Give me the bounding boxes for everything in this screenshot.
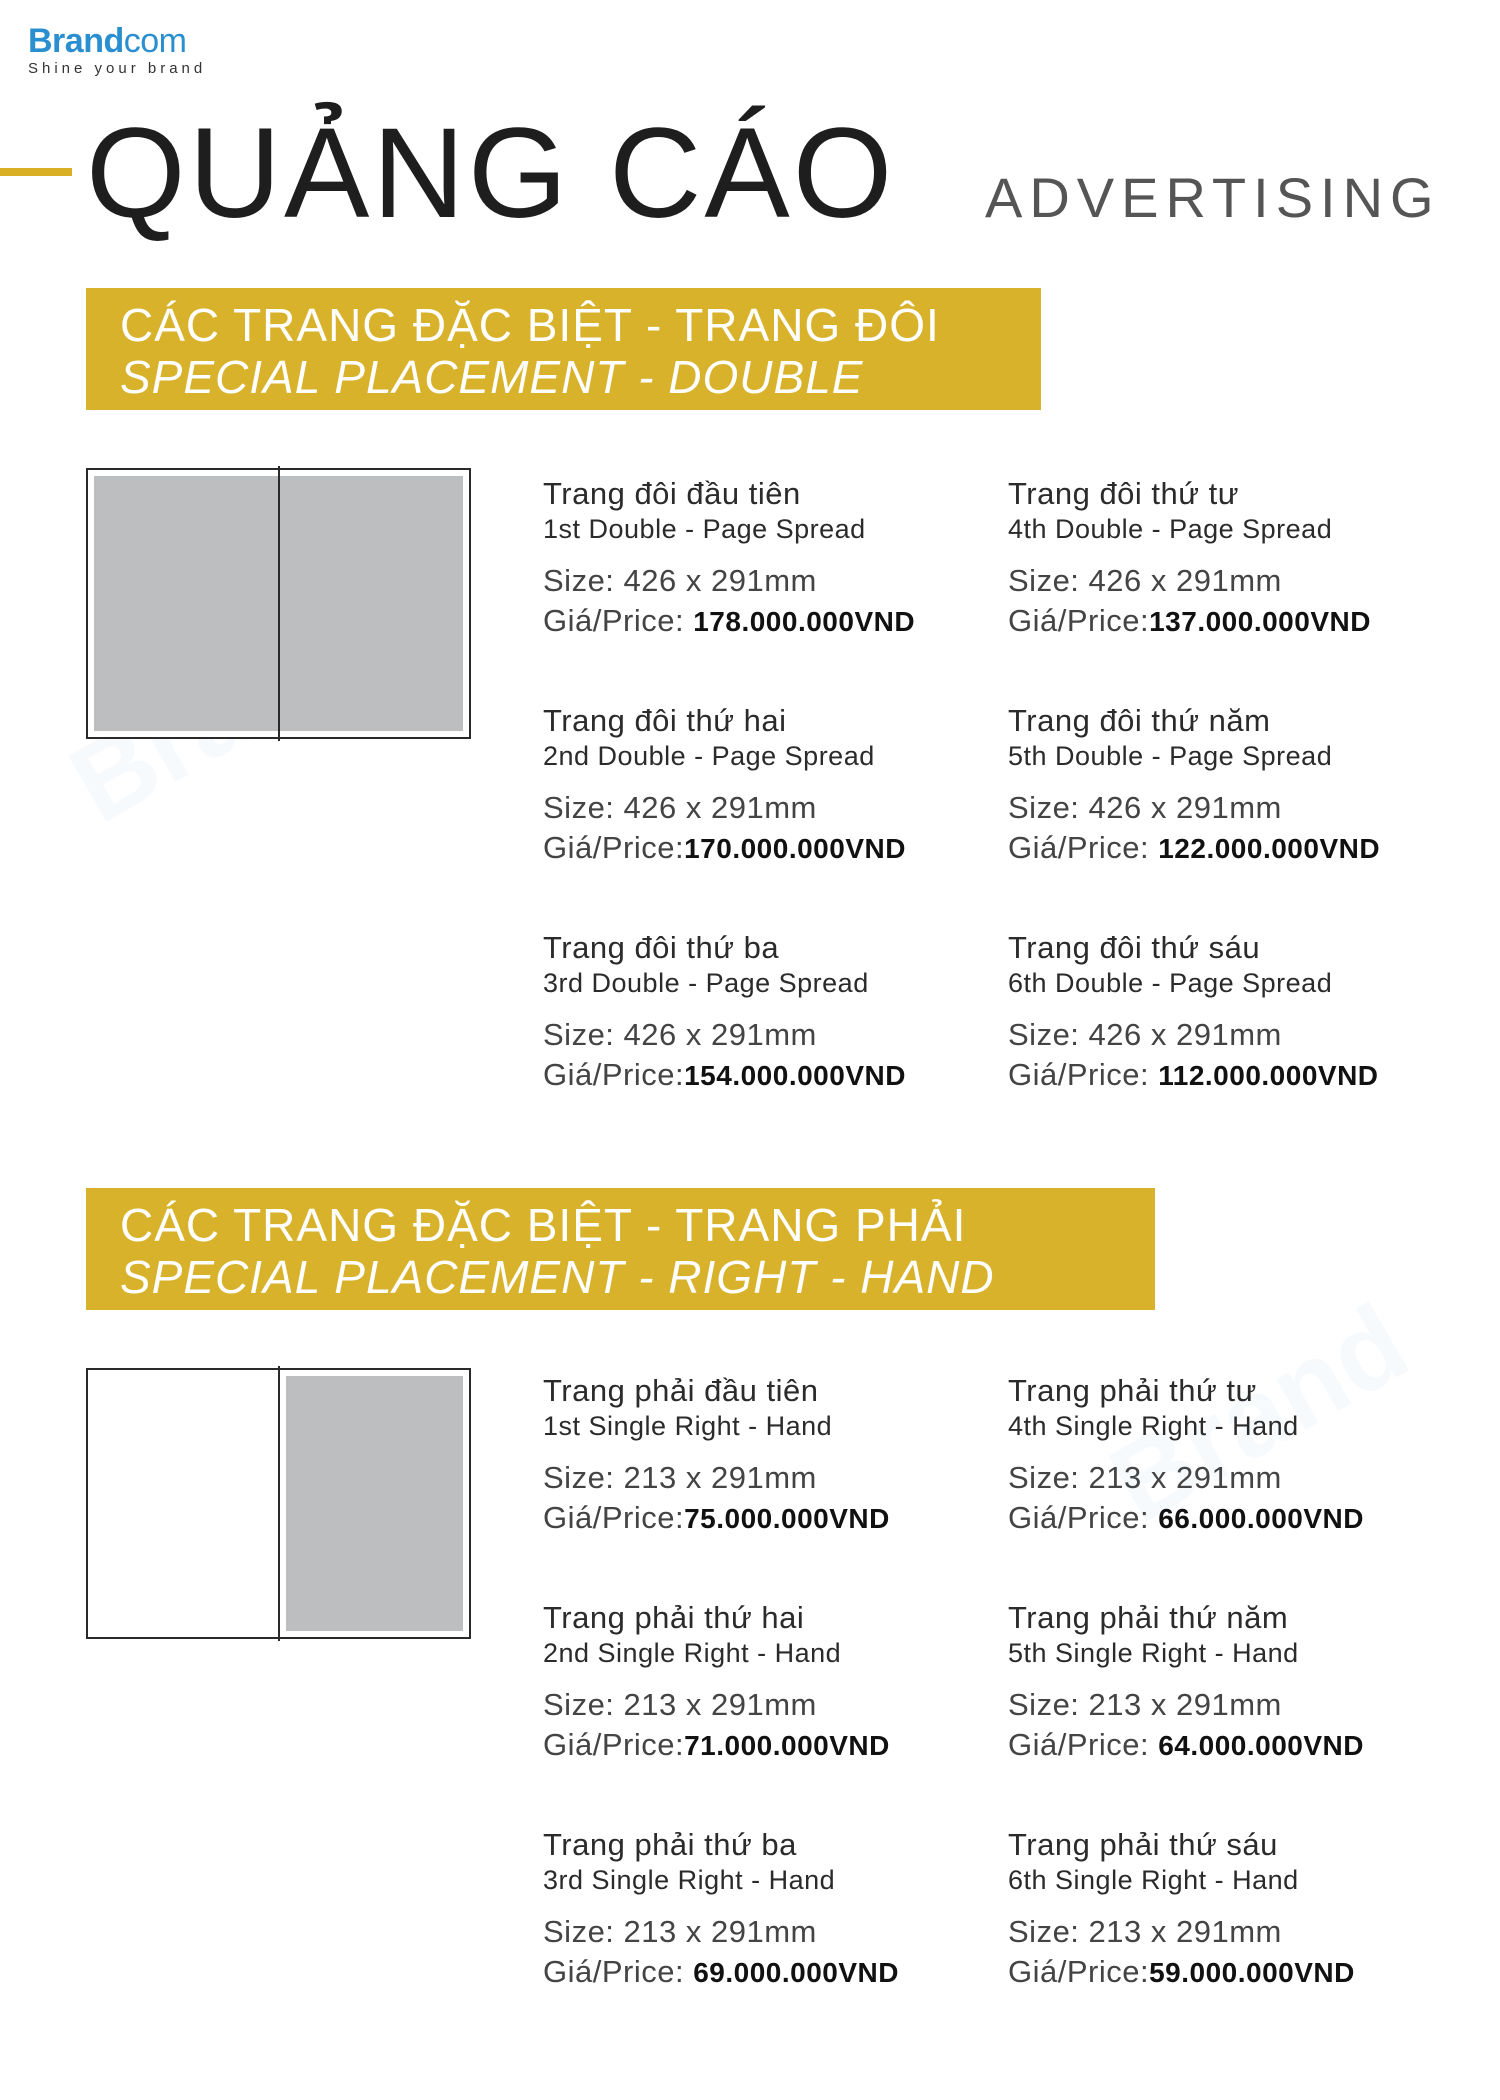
item-title-en: 1st Double - Page Spread — [543, 513, 866, 544]
item-title-en: 5th Single Right - Hand — [1008, 1637, 1299, 1668]
price-item — [1008, 1600, 1448, 1763]
banner-title-en: SPECIAL PLACEMENT - RIGHT - HAND PAGE — [120, 1250, 995, 1355]
item-title-en: 1st Single Right - Hand — [543, 1410, 833, 1441]
price-value: 59.000.000VND — [1149, 1957, 1355, 1989]
page-subtitle: ADVERTISING — [985, 166, 1441, 229]
item-title-en: 6th Double - Page Spread — [1008, 967, 1333, 998]
item-title-vn: Trang đôi thứ sáu — [1008, 930, 1261, 965]
logo-word-part2: com — [123, 22, 187, 60]
price-value: 75.000.000VND — [684, 1503, 890, 1535]
price-label: Giá/Price: — [1008, 1727, 1150, 1763]
price-item — [1008, 930, 1448, 1093]
logo-word-part1: Brand — [28, 22, 124, 60]
page-fold-line — [278, 1366, 280, 1641]
item-title-vn: Trang phải thứ tư — [1008, 1373, 1257, 1408]
item-price — [1008, 1500, 1448, 1536]
price-item — [543, 1600, 983, 1763]
price-item — [1008, 1373, 1448, 1536]
price-value: 69.000.000VND — [693, 1957, 899, 1989]
item-size: Size: 213 x 291mm — [543, 1459, 817, 1495]
price-item — [543, 1827, 983, 1990]
price-label: Giá/Price: — [543, 1727, 685, 1763]
banner-title-vn: CÁC TRANG ĐẶC BIỆT - TRANG PHẢI — [120, 1199, 967, 1251]
item-title-vn: Trang phải thứ sáu — [1008, 1827, 1278, 1862]
item-price — [1008, 1954, 1448, 1990]
item-size: Size: 426 x 291mm — [1008, 562, 1282, 598]
item-title-en: 6th Single Right - Hand — [1008, 1864, 1299, 1895]
brand-logo — [28, 24, 206, 77]
price-value: 154.000.000VND — [684, 1060, 906, 1092]
banner-title-en: SPECIAL PLACEMENT - DOUBLE PAGE — [120, 350, 864, 455]
price-value: 66.000.000VND — [1158, 1503, 1364, 1535]
ad-area-right — [286, 1376, 463, 1631]
item-price — [1008, 1727, 1448, 1763]
item-price — [543, 1057, 983, 1093]
item-title-en: 4th Double - Page Spread — [1008, 513, 1333, 544]
double-page-diagram — [86, 468, 471, 739]
logo-wordmark — [28, 24, 206, 58]
title-accent-bar — [0, 168, 72, 176]
item-size: Size: 213 x 291mm — [543, 1913, 817, 1949]
item-title-en: 2nd Double - Page Spread — [543, 740, 875, 771]
item-title-vn: Trang phải đầu tiên — [543, 1373, 819, 1408]
item-size: Size: 213 x 291mm — [1008, 1913, 1282, 1949]
price-item — [543, 930, 983, 1093]
item-size: Size: 213 x 291mm — [1008, 1459, 1282, 1495]
price-label: Giá/Price: — [543, 830, 685, 866]
item-size: Size: 426 x 291mm — [543, 789, 817, 825]
price-value: 112.000.000VND — [1158, 1060, 1379, 1092]
price-item — [1008, 476, 1448, 639]
price-label: Giá/Price: — [543, 1954, 685, 1990]
page-fold-line — [278, 466, 280, 741]
price-item — [543, 703, 983, 866]
item-size: Size: 426 x 291mm — [543, 562, 817, 598]
logo-tagline: Shine your brand — [28, 60, 207, 77]
item-price — [1008, 603, 1448, 639]
price-value: 64.000.000VND — [1158, 1730, 1364, 1762]
price-label: Giá/Price: — [1008, 830, 1150, 866]
item-size: Size: 426 x 291mm — [1008, 789, 1282, 825]
item-title-vn: Trang phải thứ hai — [543, 1600, 805, 1635]
right-hand-page-diagram — [86, 1368, 471, 1639]
item-size: Size: 426 x 291mm — [1008, 1016, 1282, 1052]
section-banner-double-page — [86, 288, 1041, 455]
price-label: Giá/Price: — [543, 1500, 685, 1536]
item-size: Size: 213 x 291mm — [1008, 1686, 1282, 1722]
price-label: Giá/Price: — [1008, 603, 1150, 639]
item-title-vn: Trang đôi thứ ba — [543, 930, 780, 965]
item-price — [543, 1954, 983, 1990]
item-title-vn: Trang phải thứ năm — [1008, 1600, 1289, 1635]
item-price — [543, 603, 983, 639]
item-size: Size: 426 x 291mm — [543, 1016, 817, 1052]
item-price — [543, 1727, 983, 1763]
item-price — [1008, 1057, 1448, 1093]
item-title-vn: Trang đôi thứ hai — [543, 703, 787, 738]
item-size: Size: 213 x 291mm — [543, 1686, 817, 1722]
price-item — [1008, 1827, 1448, 1990]
banner-title-vn: CÁC TRANG ĐẶC BIỆT - TRANG ĐÔI — [120, 299, 940, 351]
price-item — [1008, 703, 1448, 866]
item-title-en: 3rd Single Right - Hand — [543, 1864, 836, 1895]
price-value: 170.000.000VND — [684, 833, 906, 865]
section-banner-right-hand-page — [86, 1188, 1155, 1355]
item-price — [1008, 830, 1448, 866]
item-title-vn: Trang phải thứ ba — [543, 1827, 797, 1862]
price-label: Giá/Price: — [1008, 1500, 1150, 1536]
price-label: Giá/Price: — [543, 603, 685, 639]
price-value: 178.000.000VND — [693, 606, 916, 638]
price-item — [543, 1373, 983, 1536]
price-label: Giá/Price: — [1008, 1954, 1150, 1990]
item-title-en: 3rd Double - Page Spread — [543, 967, 869, 998]
price-value: 137.000.000VND — [1149, 606, 1371, 638]
price-value: 71.000.000VND — [684, 1730, 890, 1762]
item-title-en: 2nd Single Right - Hand — [543, 1637, 842, 1668]
item-title-vn: Trang đôi đầu tiên — [543, 476, 801, 511]
price-label: Giá/Price: — [1008, 1057, 1150, 1093]
item-title-vn: Trang đôi thứ tư — [1008, 476, 1240, 511]
page-title: QUẢNG CÁO — [86, 102, 896, 245]
item-title-en: 4th Single Right - Hand — [1008, 1410, 1299, 1441]
item-price — [543, 830, 983, 866]
price-value: 122.000.000VND — [1158, 833, 1381, 865]
price-label: Giá/Price: — [543, 1057, 685, 1093]
price-item — [543, 476, 983, 639]
item-title-vn: Trang đôi thứ năm — [1008, 703, 1271, 738]
item-price — [543, 1500, 983, 1536]
item-title-en: 5th Double - Page Spread — [1008, 740, 1333, 771]
